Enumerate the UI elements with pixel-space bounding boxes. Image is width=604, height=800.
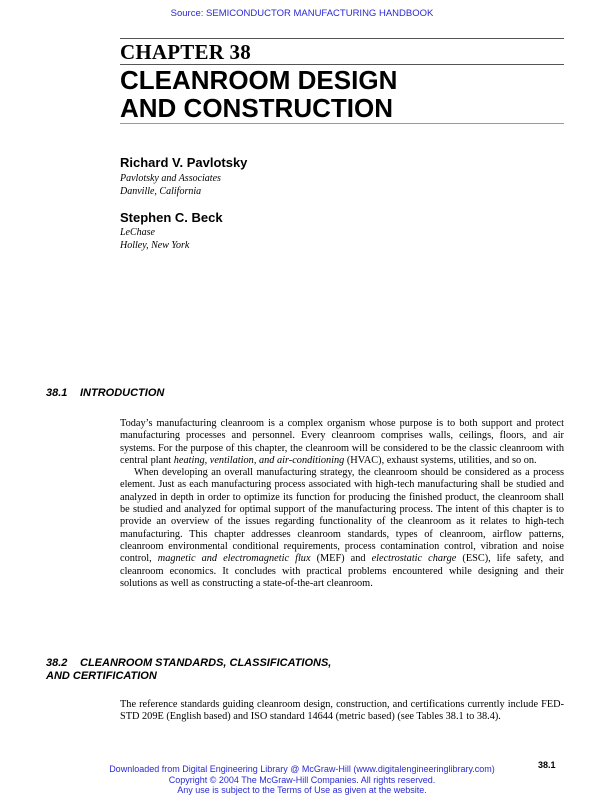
author-name: Stephen C. Beck: [120, 210, 223, 225]
paragraph: The reference standards guiding cleanroom design, construction, and certifications currently include FED-STD 209E (English based) and ISO standard 14644 (metric based) (see Tables 38.1 to 38.4).: [120, 699, 564, 723]
footer-download-link[interactable]: Downloaded from Digital Engineering Library @ McGraw-Hill (www.digitalengineeringlibrary.com): [109, 764, 495, 774]
paragraph: When developing an overall manufacturing strategy, the cleanroom should be considered as a process element. Just as each manufacturing process associated with high-tech manufacturing shall be studied and analyzed in depth in order to optimize its function for producing the finished product, the cleanroom shall be studied and analyzed for optimal support of the manufacturing process. The intent of this chapter is to provide an overview of the issues regarding functionality of the cleanroom as it relates to high-tech manufacturing. This chapter addresses cleanroom standards, types of cleanroom, airflow patterns, cleanroom environmental conditional requirements, process contamination control, vibration and noise control, magnetic and electromagnetic flux (MEF) and electrostatic charge (ESC), life safety, and cleanroom economics. It concludes with practical problems encountered while designing and their solutions as well as constructing a state-of-the-art cleanroom.: [120, 467, 564, 589]
footer: [0, 764, 604, 796]
source-header-link[interactable]: Source: SEMICONDUCTOR MANUFACTURING HANDBOOK: [170, 8, 434, 19]
paragraph: Today’s manufacturing cleanroom is a complex organism whose purpose is to both support and protect manufacturing processes and personnel. Every cleanroom comprises walls, ceilings, floors, and air systems. For the purpose of this chapter, the cleanroom will be considered to be the classic cleanroom with central plant heating, ventilation, and air-conditioning (HVAC), exhaust systems, utilities, and so on.: [120, 418, 564, 466]
chapter-bottom-rule: [120, 123, 564, 124]
chapter-number: CHAPTER 38: [120, 40, 251, 64]
author-location: Holley, New York: [120, 240, 190, 251]
author-location: Danville, California: [120, 186, 202, 197]
author-name: Richard V. Pavlotsky: [120, 155, 248, 170]
section-heading: [46, 387, 566, 400]
page-number: 38.1: [538, 760, 556, 770]
author-affiliation: Pavlotsky and Associates: [120, 173, 221, 184]
section-heading: [46, 657, 566, 683]
chapter-title-line1: CLEANROOM DESIGN: [120, 65, 398, 95]
chapter-top-rule: [120, 38, 564, 39]
author-affiliation: LeChase: [120, 227, 155, 238]
section-number: 38.1: [46, 387, 68, 399]
section-body: [120, 699, 564, 724]
section-title-continued: AND CERTIFICATION: [46, 670, 157, 682]
section-title: INTRODUCTION: [80, 387, 165, 399]
section-body: [120, 418, 564, 590]
chapter-title: [120, 66, 564, 122]
footer-copyright: Copyright © 2004 The McGraw-Hill Companies. All rights reserved.: [168, 774, 436, 785]
section-title: CLEANROOM STANDARDS, CLASSIFICATIONS,: [80, 657, 332, 669]
section-number: 38.2: [46, 657, 68, 669]
footer-terms-link[interactable]: Any use is subject to the Terms of Use as given at the website.: [177, 785, 427, 795]
chapter-title-line2: AND CONSTRUCTION: [120, 93, 393, 123]
